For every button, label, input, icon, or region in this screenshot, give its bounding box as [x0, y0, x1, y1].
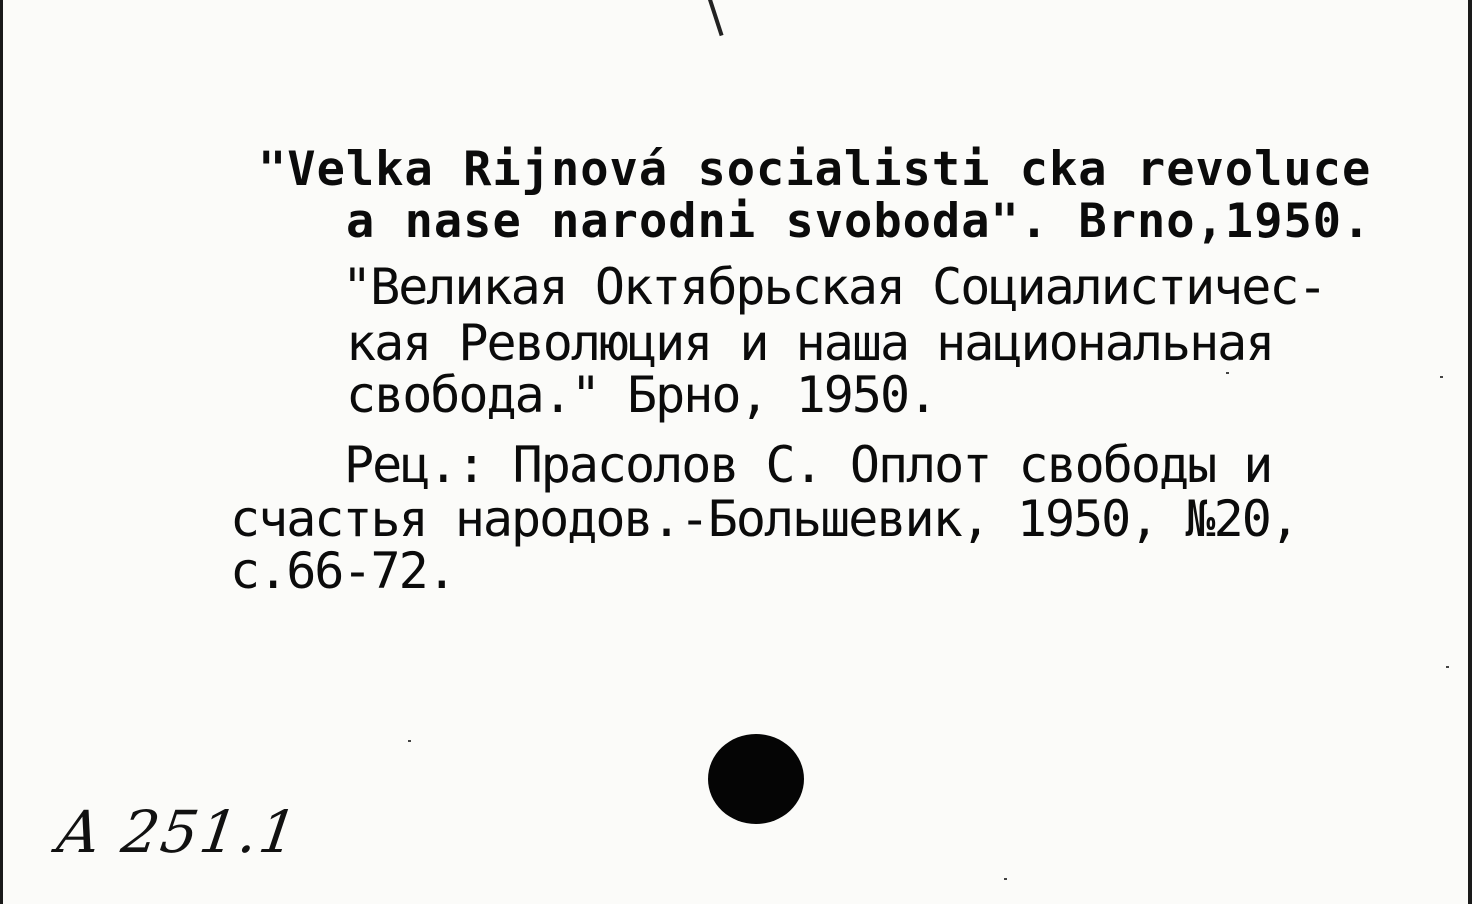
review-line-1: Рец.: Прасолов С. Оплот свободы и: [344, 436, 1272, 494]
handwritten-call-number: A 251.1: [53, 798, 304, 866]
latin-title-line-1: "Velka Rijnová socialisti cka revoluce: [258, 142, 1372, 197]
top-pen-mark: [708, 0, 724, 36]
punch-hole: [708, 734, 804, 824]
russian-title-line-2: кая Революция и наша национальная: [346, 314, 1274, 372]
ink-speck: [1004, 878, 1007, 880]
ink-speck: [1440, 376, 1443, 378]
russian-title-line-1: "Великая Октябрьская Социалистичес-: [342, 258, 1326, 316]
ink-speck: [1446, 666, 1449, 668]
ink-speck: [1226, 372, 1229, 374]
card-right-edge: [1468, 0, 1472, 904]
review-line-2: счастья народов.-Большевик, 1950, №20,: [230, 490, 1298, 548]
ink-speck: [408, 740, 411, 742]
card-left-edge: [0, 0, 3, 904]
latin-title-line-2: a nase narodni svoboda". Brno,1950.: [346, 194, 1372, 249]
review-line-3: с.66-72.: [230, 542, 455, 600]
russian-title-line-3: свобода." Брно, 1950.: [346, 366, 937, 424]
